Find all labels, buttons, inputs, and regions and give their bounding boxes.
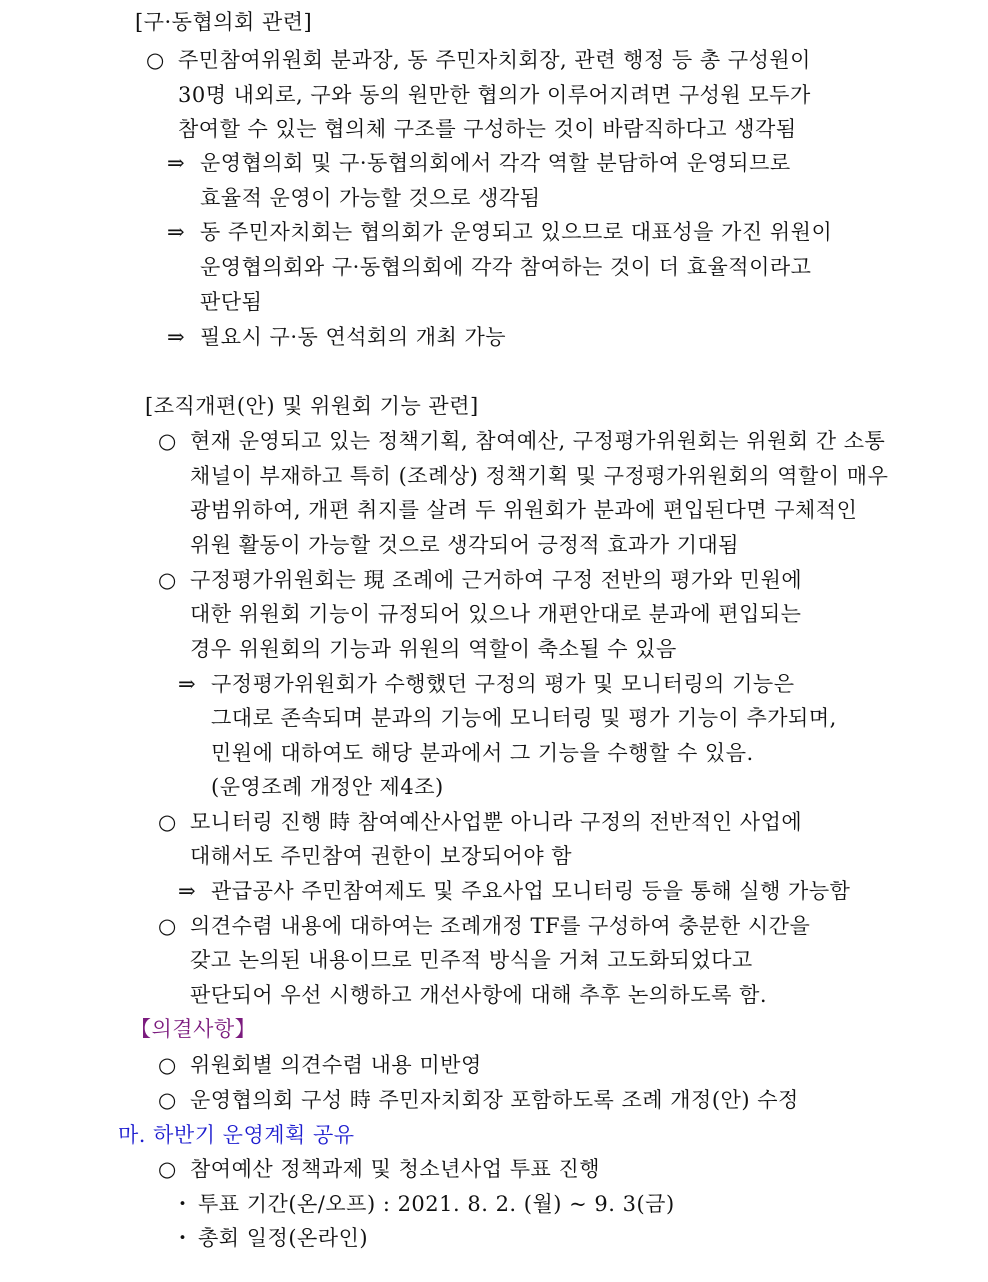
circle-bullet-icon: ○ (158, 1053, 177, 1077)
circle-bullet-icon: ○ (158, 914, 177, 938)
arrow-icon: ⇒ (167, 325, 186, 349)
paragraph-line: 갖고 논의된 내용이므로 민주적 방식을 거쳐 고도화되었다고 (190, 948, 753, 972)
paragraph-line: 효율적 운영이 가능할 것으로 생각됨 (200, 186, 541, 210)
paragraph-line: 그대로 존속되며 분과의 기능에 모니터링 및 평가 기능이 추가되며, (211, 706, 837, 730)
paragraph-line: 운영협의회 구성 時 주민자치회장 포함하도록 조례 개정(안) 수정 (190, 1088, 799, 1112)
paragraph-line: 관급공사 주민참여제도 및 주요사업 모니터링 등을 통해 실행 가능함 (211, 879, 851, 903)
paragraph-line: 현재 운영되고 있는 정책기획, 참여예산, 구정평가위원회는 위원회 간 소통 (190, 429, 886, 453)
paragraph-line: (운영조례 개정안 제4조) (211, 775, 444, 799)
paragraph-line: 의견수렴 내용에 대하여는 조례개정 TF를 구성하여 충분한 시간을 (190, 914, 811, 938)
paragraph-line: 운영협의회와 구·동협의회에 각각 참여하는 것이 더 효율적이라고 (200, 255, 812, 279)
section-heading: 【의결사항】 (130, 1017, 257, 1041)
paragraph-line: 동 주민자치회는 협의회가 운영되고 있으므로 대표성을 가진 위원이 (200, 220, 833, 244)
dot-bullet-icon: ・ (172, 1226, 194, 1250)
circle-bullet-icon: ○ (146, 48, 165, 72)
paragraph-line: 참여예산 정책과제 및 청소년사업 투표 진행 (190, 1157, 601, 1181)
paragraph-line: 30명 내외로, 구와 동의 원만한 협의가 이루어지려면 구성원 모두가 (178, 83, 811, 107)
paragraph-line: 위원회별 의견수렴 내용 미반영 (190, 1053, 482, 1077)
arrow-icon: ⇒ (167, 220, 186, 244)
section-heading: [구·동협의회 관련] (135, 10, 313, 34)
paragraph-line: 채널이 부재하고 특히 (조례상) 정책기획 및 구정평가위원회의 역할이 매우 (190, 464, 889, 488)
circle-bullet-icon: ○ (158, 429, 177, 453)
paragraph-line: 구정평가위원회는 現 조례에 근거하여 구정 전반의 평가와 민원에 (190, 568, 803, 592)
paragraph-line: 모니터링 진행 時 참여예산사업뿐 아니라 구정의 전반적인 사업에 (190, 810, 803, 834)
paragraph-line: 구정평가위원회가 수행했던 구정의 평가 및 모니터링의 기능은 (211, 672, 795, 696)
paragraph-line: 필요시 구·동 연석회의 개최 가능 (200, 325, 507, 349)
paragraph-line: 경우 위원회의 기능과 위원의 역할이 축소될 수 있음 (190, 637, 677, 661)
circle-bullet-icon: ○ (158, 1157, 177, 1181)
circle-bullet-icon: ○ (158, 1088, 177, 1112)
paragraph-line: 주민참여위원회 분과장, 동 주민자치회장, 관련 행정 등 총 구성원이 (178, 48, 811, 72)
paragraph-line: 참여할 수 있는 협의체 구조를 구성하는 것이 바람직하다고 생각됨 (178, 117, 797, 141)
paragraph-line: 위원 활동이 가능할 것으로 생각되어 긍정적 효과가 기대됨 (190, 533, 740, 557)
section-heading: 마. 하반기 운영계획 공유 (118, 1123, 355, 1147)
paragraph-line: 총회 일정(온라인) (198, 1226, 369, 1250)
paragraph-line: 광범위하여, 개편 취지를 살려 두 위원회가 분과에 편입된다면 구체적인 (190, 498, 858, 522)
paragraph-line: 투표 기간(온/오프) : 2021. 8. 2. (월) ~ 9. 3(금) (198, 1192, 675, 1216)
arrow-icon: ⇒ (178, 879, 197, 903)
dot-bullet-icon: ・ (172, 1192, 194, 1216)
circle-bullet-icon: ○ (158, 568, 177, 592)
circle-bullet-icon: ○ (158, 810, 177, 834)
section-heading: [조직개편(안) 및 위원회 기능 관련] (145, 394, 479, 418)
paragraph-line: 판단되어 우선 시행하고 개선사항에 대해 추후 논의하도록 함. (190, 983, 768, 1007)
paragraph-line: 운영협의회 및 구·동협의회에서 각각 역할 분담하여 운영되므로 (200, 151, 791, 175)
paragraph-line: 판단됨 (200, 290, 263, 314)
paragraph-line: 대한 위원회 기능이 규정되어 있으나 개편안대로 분과에 편입되는 (190, 602, 802, 626)
arrow-icon: ⇒ (167, 151, 186, 175)
paragraph-line: 대해서도 주민참여 권한이 보장되어야 함 (190, 844, 573, 868)
arrow-icon: ⇒ (178, 672, 197, 696)
paragraph-line: 민원에 대하여도 해당 분과에서 그 기능을 수행할 수 있음. (211, 741, 754, 765)
